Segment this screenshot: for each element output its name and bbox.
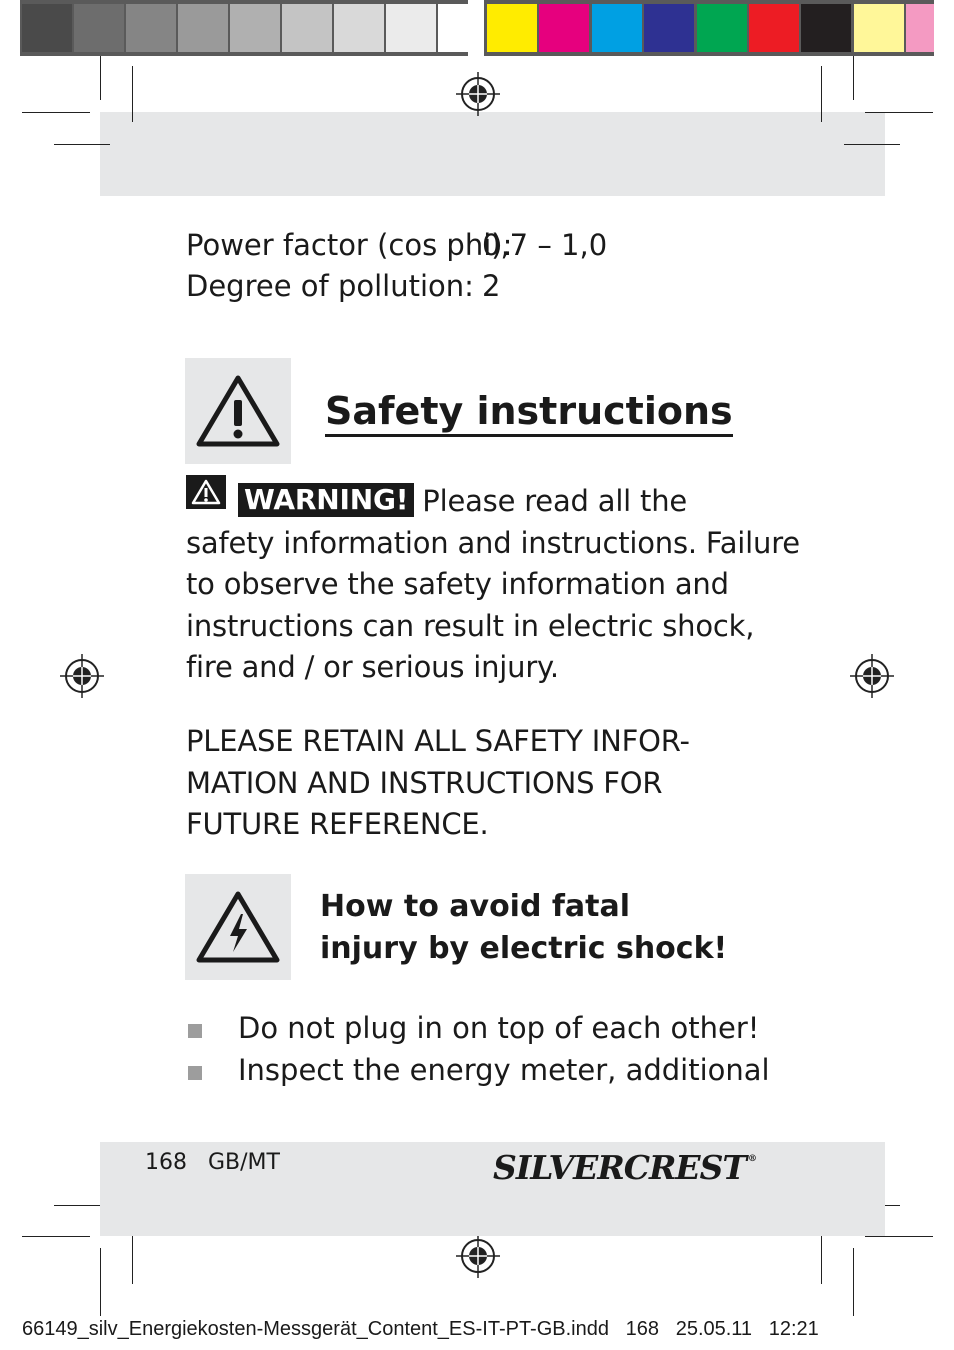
page-number-value: 168 [145,1150,187,1175]
crop-mark [853,56,854,100]
process-swatch [697,4,747,52]
gray-swatch [22,4,72,52]
warning-small-icon [186,475,226,509]
process-swatch [749,4,799,52]
bullet-square-icon [188,1066,202,1080]
crop-mark [865,112,933,113]
registration-mark-icon [850,654,894,698]
crop-mark [100,1248,101,1316]
subsection-heading [320,886,727,970]
brand-registered-mark: ® [747,1154,756,1164]
crop-mark [844,144,900,145]
file-slug: 66149_silv_Energiekosten-Messgerät_Content_ES-IT-PT-GB.indd 168 25.05.11 12:21 [22,1318,819,1340]
gray-swatch [126,4,176,52]
warning-text-line: instructions can result in electric shock, [186,608,755,643]
warning-line-first [186,475,746,523]
spec-row [186,269,686,311]
page-number [145,1150,280,1175]
registration-mark-icon [456,72,500,116]
gray-swatch [74,4,124,52]
retain-line: FUTURE REFERENCE. [186,807,489,841]
crop-mark [821,66,822,122]
warning-text-line: safety information and instructions. Failure [186,525,800,560]
spec-label: Degree of pollution: [186,269,474,303]
crop-mark [853,1248,854,1316]
warning-icon-box [185,358,291,464]
crop-mark [821,1228,822,1284]
gray-swatch [230,4,280,52]
section-heading: Safety instructions [325,388,733,437]
gray-swatch [282,4,332,52]
warning-triangle-icon [185,358,291,464]
warning-paragraph [186,475,800,689]
registration-mark-icon [456,1234,500,1278]
list-item-text: Do not plug in on top of each other! [238,1011,760,1045]
process-swatch [906,4,934,52]
spec-value: 2 [482,269,501,303]
warning-badge: WARNING! [238,483,414,517]
retain-paragraph [186,721,746,846]
language-code: GB/MT [208,1150,280,1175]
crop-mark [22,1236,90,1237]
crop-mark [865,1236,933,1237]
process-swatch [487,4,537,52]
gray-swatch [334,4,384,52]
brand-logo [493,1148,756,1187]
retain-line: PLEASE RETAIN ALL SAFETY INFOR- [186,724,690,758]
process-swatch [644,4,694,52]
retain-line: MATION AND INSTRUCTIONS FOR [186,765,663,800]
warning-text-line: to observe the safety information and [186,567,729,601]
warning-text-line: Please read all the [422,484,688,518]
process-swatch [801,4,851,52]
electric-shock-icon [185,874,291,980]
gray-swatch [386,4,436,52]
spec-value: 0,7 – 1,0 [482,228,608,262]
spec-label: Power factor (cos phi): [186,228,513,262]
process-swatch [539,4,589,52]
header-band [100,112,885,196]
process-swatch [854,4,904,52]
gray-swatch [438,4,488,52]
crop-mark [132,1228,133,1284]
subsection-heading-line: injury by electric shock! [320,931,728,966]
registration-mark-icon [60,654,104,698]
list-item [186,1053,770,1095]
crop-mark [54,144,110,145]
spec-row [186,228,686,270]
brand-logo-text: SILVERCREST [493,1148,746,1187]
list-item [186,1011,760,1053]
list-item-text: Inspect the energy meter, additional [238,1053,770,1087]
subsection-heading-line: How to avoid fatal [320,889,631,924]
crop-mark [100,56,101,100]
crop-mark [132,66,133,122]
bullet-square-icon [188,1024,202,1038]
electric-icon-box [185,874,291,980]
gray-swatch [178,4,228,52]
process-swatch [592,4,642,52]
crop-mark [22,112,90,113]
warning-text-line: fire and / or serious injury. [186,650,559,684]
